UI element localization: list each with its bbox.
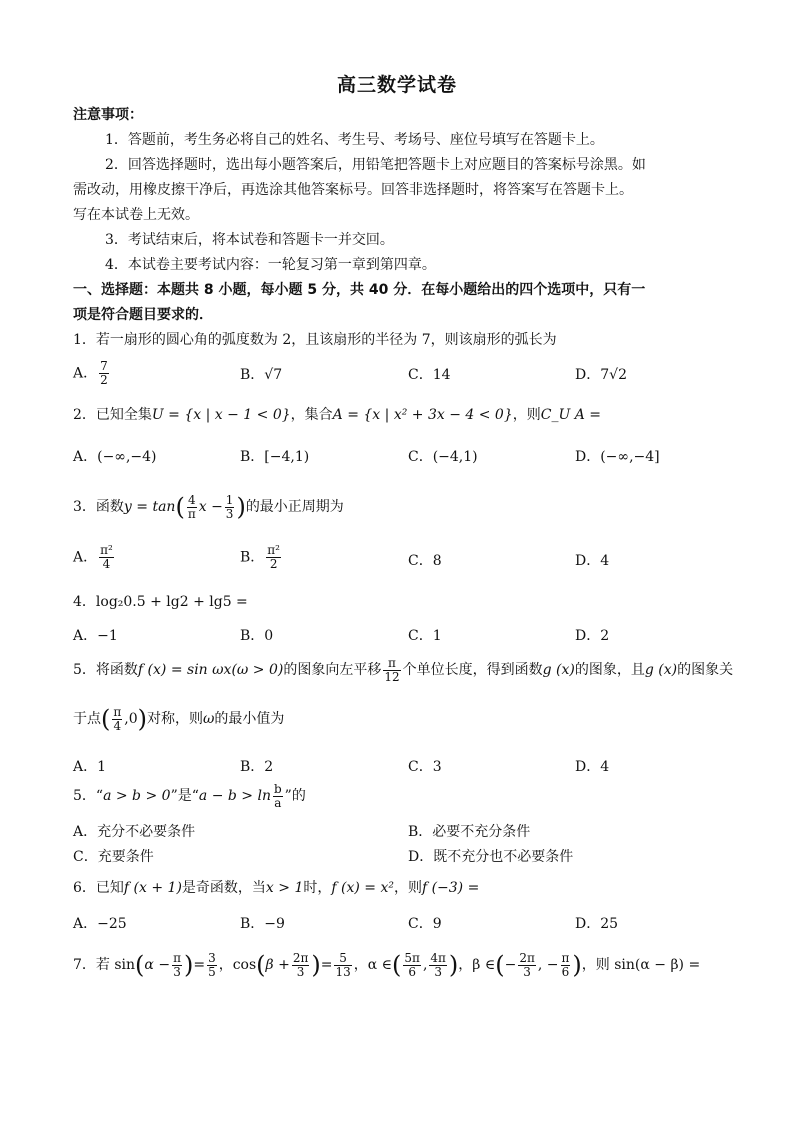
- q5b-option-a[interactable]: A．充分不必要条件: [73, 824, 196, 840]
- q4-stem: 4．log₂0.5 + lg2 + lg5 =: [73, 594, 248, 610]
- q3-options: [73, 543, 733, 571]
- q2-options: [73, 446, 733, 468]
- q5b-option-c[interactable]: C．充要条件: [73, 849, 154, 865]
- q5b-options-row2: [73, 846, 733, 868]
- q6-option-c[interactable]: C．9: [408, 916, 442, 932]
- q1-option-c[interactable]: C．14: [408, 367, 451, 383]
- section-heading-cont: 项是符合题目要求的．: [73, 307, 213, 323]
- q5-stem-cont: 于点( $\frac{\pi}{4}$ ,0)对称，则ω的最小值为: [73, 704, 285, 733]
- q5-option-d[interactable]: D．4: [575, 759, 610, 775]
- q2-option-c[interactable]: C．(−4,1): [408, 449, 478, 465]
- notice-item-2: 2．回答选择题时，选出每小题答案后，用铅笔把答题卡上对应题目的答案标号涂黑。如: [105, 157, 646, 173]
- q6-options: [73, 913, 733, 935]
- q1-option-d[interactable]: D．7√2: [575, 367, 627, 383]
- q6-option-d[interactable]: D．25: [575, 916, 619, 932]
- q5-options: [73, 756, 733, 778]
- q5b-option-d[interactable]: D．既不充分也不必要条件: [408, 849, 574, 865]
- notice-item-2-cont: 需改动，用橡皮擦干净后，再选涂其他答案标号。回答非选择题时，将答案写在答题卡上。: [73, 182, 633, 198]
- q3-option-b[interactable]: B． $\frac{\text{π²}}{2}$: [240, 543, 280, 571]
- q1-options: [73, 359, 733, 387]
- notice-item-3: 3．考试结束后，将本试卷和答题卡一并交回。: [105, 232, 394, 248]
- q4-option-a[interactable]: A．−1: [73, 628, 118, 644]
- page-title: 高三数学试卷: [336, 74, 457, 96]
- q1-option-a[interactable]: A． $\frac{7}{2}$: [73, 359, 108, 387]
- notice-item-2-end: 写在本试卷上无效。: [73, 207, 199, 223]
- q5-option-c[interactable]: C．3: [408, 759, 442, 775]
- q6-stem: 6．已知f (x + 1)是奇函数，当x > 1时，f (x) = x²，则f (−3) =: [73, 880, 480, 896]
- q1-option-b[interactable]: B．√7: [240, 367, 283, 383]
- q3-option-d[interactable]: D．4: [575, 553, 610, 569]
- q4-option-b[interactable]: B．0: [240, 628, 274, 644]
- q3-stem: 3．函数y = tan( $\frac{4}{\pi}$ x − $\frac{1}{3}$ )的最小正周期为: [73, 492, 344, 521]
- q2-option-d[interactable]: D．(−∞,−4]: [575, 449, 660, 465]
- q5b-option-b[interactable]: B．必要不充分条件: [408, 824, 531, 840]
- notice-heading: 注意事项：: [73, 107, 143, 123]
- notice-item-1: 1．答题前，考生务必将自己的姓名、考生号、考场号、座位号填写在答题卡上。: [105, 132, 604, 148]
- q5-option-a[interactable]: A．1: [73, 759, 107, 775]
- q4-options: [73, 625, 733, 647]
- q3-option-c[interactable]: C．8: [408, 553, 442, 569]
- q7-stem: 7．若 sin(α − $\frac{\pi}{3}$ )= $\frac{3}{5}$ ，cos(β + $\frac{2\pi}{3}$ )= $\frac{5}{13}$ ，α ∈( $\frac{5\pi}{6}$ , $\frac{4\pi}{3}$ )，β ∈(− $\frac{2\pi}{3}$ , − $\frac{\pi}{6}$ )，则 sin(α − β) =: [73, 950, 701, 979]
- q5b-stem: 5．“a > b > 0”是“a − b > ln $\frac{b}{a}$ ”的: [73, 781, 306, 810]
- section-heading: 一、选择题：本题共 8 小题，每小题 5 分，共 40 分．在每小题给出的四个选项中，只有一: [73, 282, 646, 298]
- q5-stem: 5．将函数f (x) = sin ωx(ω > 0)的图象向左平移 $\frac{\pi}{12}$ 个单位长度，得到函数g (x)的图象，且g (x)的图象关: [73, 655, 734, 684]
- q2-option-a[interactable]: A．(−∞,−4): [73, 449, 157, 465]
- q2-stem: 2．已知全集U = {x | x − 1 < 0}，集合A = {x | x² + 3x − 4 < 0}，则C_U A =: [73, 407, 602, 423]
- q1-stem: 1．若一扇形的圆心角的弧度数为 2，且该扇形的半径为 7，则该扇形的弧长为: [73, 332, 557, 348]
- q6-option-a[interactable]: A．−25: [73, 916, 127, 932]
- q6-option-b[interactable]: B．−9: [240, 916, 285, 932]
- q3-option-a[interactable]: A． $\frac{\text{π²}}{4}$: [73, 543, 113, 571]
- q4-option-d[interactable]: D．2: [575, 628, 610, 644]
- q2-option-b[interactable]: B．[−4,1): [240, 449, 310, 465]
- q5b-options-row1: [73, 821, 733, 843]
- notice-item-4: 4．本试卷主要考试内容：一轮复习第一章到第四章。: [105, 257, 436, 273]
- q5-option-b[interactable]: B．2: [240, 759, 274, 775]
- q4-option-c[interactable]: C．1: [408, 628, 442, 644]
